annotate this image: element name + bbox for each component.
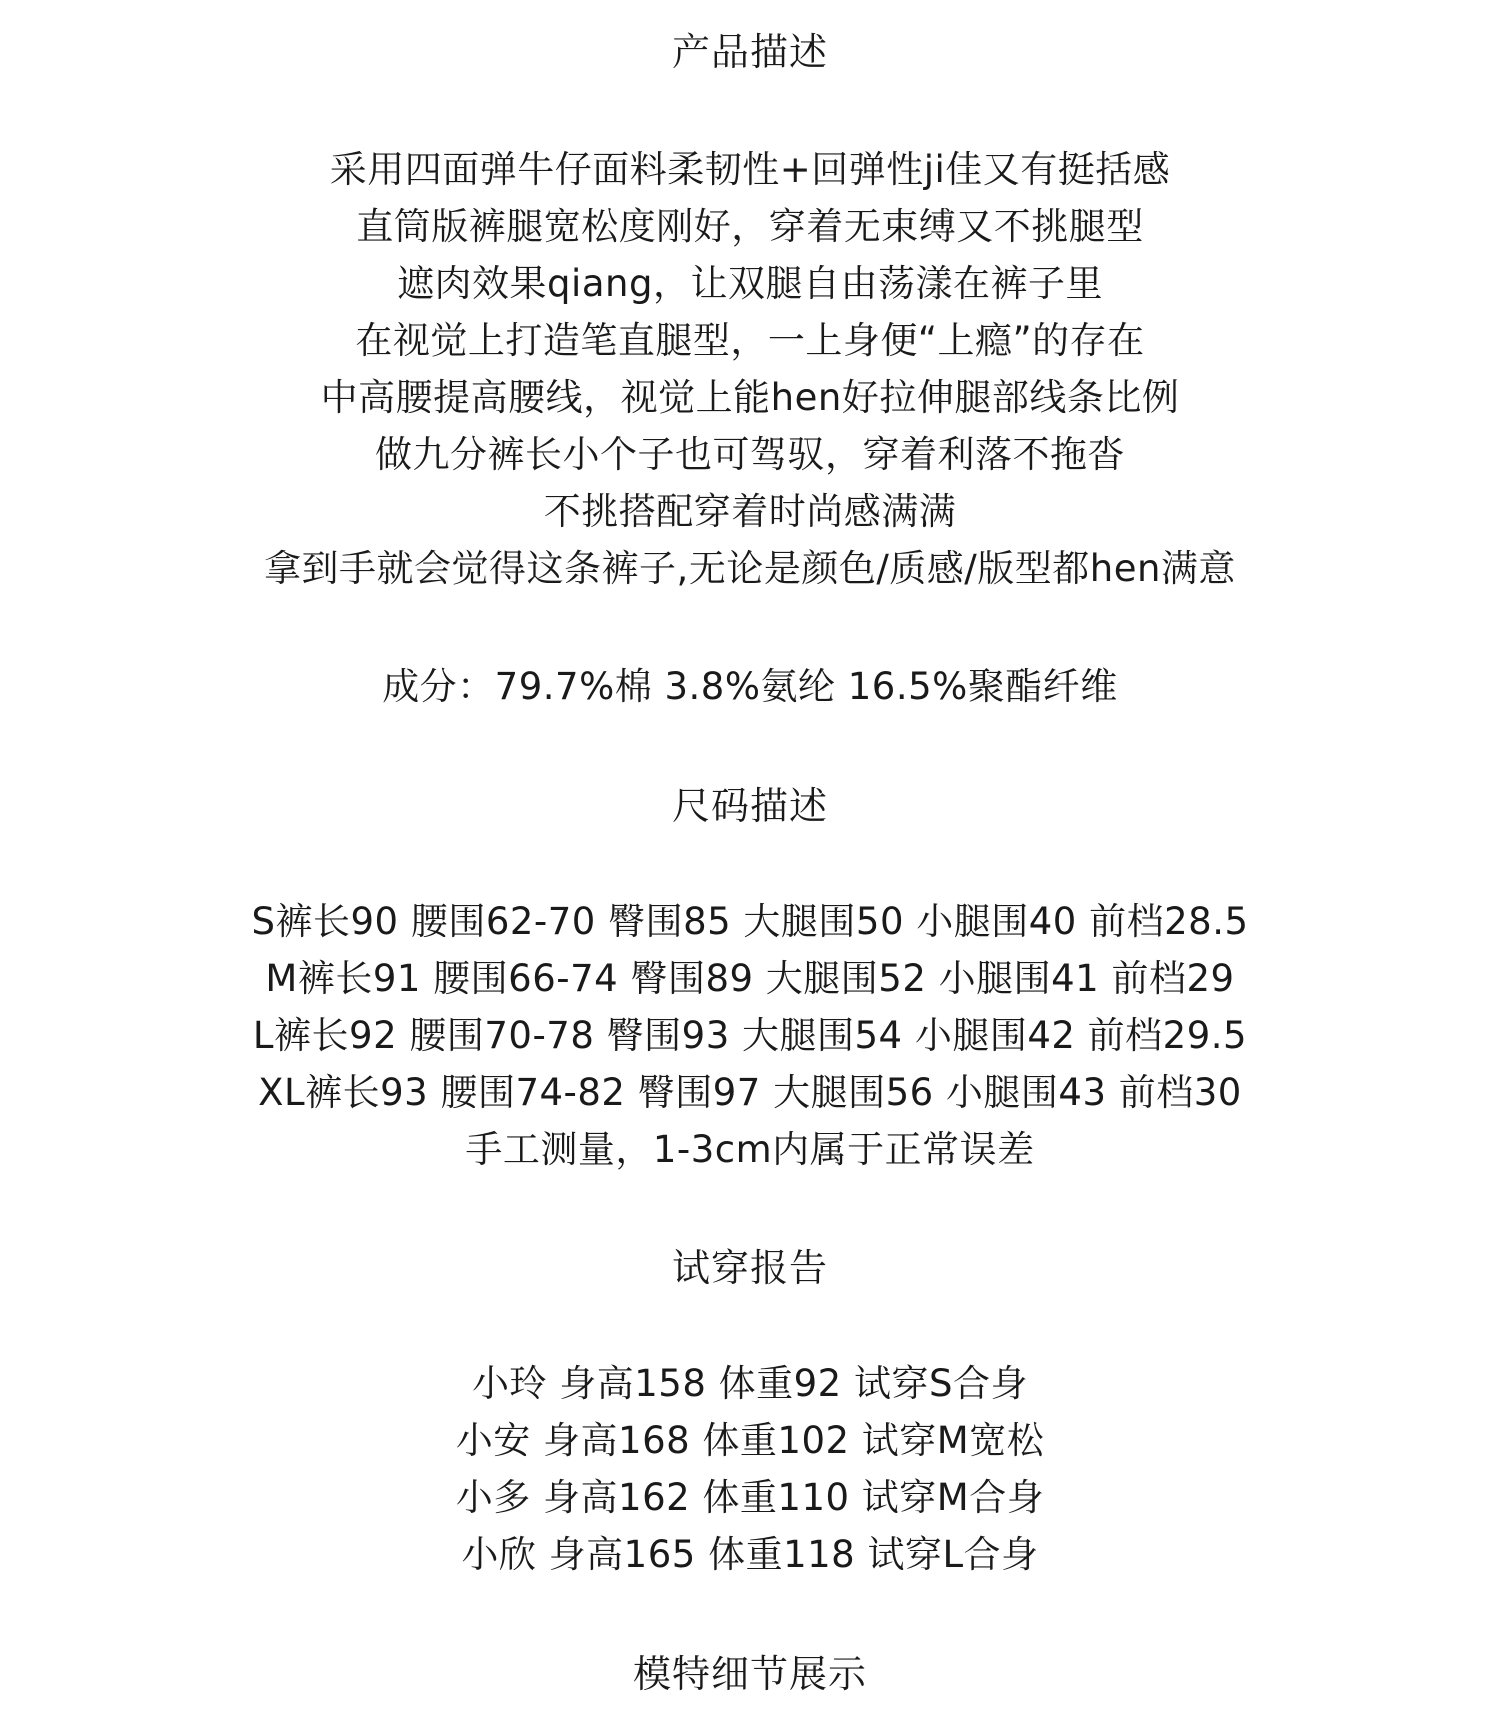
composition-text: 成分：79.7%棉 3.8%氨纶 16.5%聚酯纤维 — [382, 665, 1118, 708]
product-line-8: 拿到手就会觉得这条裤子,无论是颜色/质感/版型都hen满意 — [264, 547, 1236, 590]
fitting-row-2: 小安 身高168 体重102 试穿M宽松 — [455, 1419, 1045, 1462]
measurement-note: 手工测量，1-3cm内属于正常误差 — [465, 1128, 1035, 1171]
model-detail-heading: 模特细节展示 — [632, 1652, 867, 1696]
size-row-m: M裤长91 腰围66-74 臀围89 大腿围52 小腿围41 前档29 — [265, 957, 1235, 1000]
fitting-row-4: 小欣 身高165 体重118 试穿L合身 — [461, 1533, 1039, 1576]
product-line-4: 在视觉上打造笔直腿型，一上身便“上瘾”的存在 — [355, 319, 1145, 362]
fitting-row-3: 小多 身高162 体重110 试穿M合身 — [455, 1476, 1045, 1519]
size-row-s: S裤长90 腰围62-70 臀围85 大腿围50 小腿围40 前档28.5 — [251, 900, 1249, 943]
product-line-1: 采用四面弹牛仔面料柔韧性+回弹性ji佳又有挺括感 — [329, 148, 1171, 191]
fitting-row-1: 小玲 身高158 体重92 试穿S合身 — [472, 1362, 1028, 1405]
product-line-6: 做九分裤长小个子也可驾驭，穿着利落不拖沓 — [375, 433, 1125, 476]
size-row-xl: XL裤长93 腰围74-82 臀围97 大腿围56 小腿围43 前档30 — [258, 1071, 1242, 1114]
product-description-heading: 产品描述 — [671, 30, 828, 74]
fitting-report-heading: 试穿报告 — [671, 1246, 828, 1290]
product-line-2: 直筒版裤腿宽松度刚好，穿着无束缚又不挑腿型 — [356, 205, 1144, 248]
size-row-l: L裤长92 腰围70-78 臀围93 大腿围54 小腿围42 前档29.5 — [252, 1014, 1248, 1057]
product-line-5: 中高腰提高腰线，视觉上能hen好拉伸腿部线条比例 — [320, 376, 1180, 419]
product-line-3: 遮肉效果qiang，让双腿自由荡漾在裤子里 — [397, 262, 1103, 305]
size-description-heading: 尺码描述 — [671, 784, 828, 828]
product-line-7: 不挑搭配穿着时尚感满满 — [543, 490, 957, 533]
